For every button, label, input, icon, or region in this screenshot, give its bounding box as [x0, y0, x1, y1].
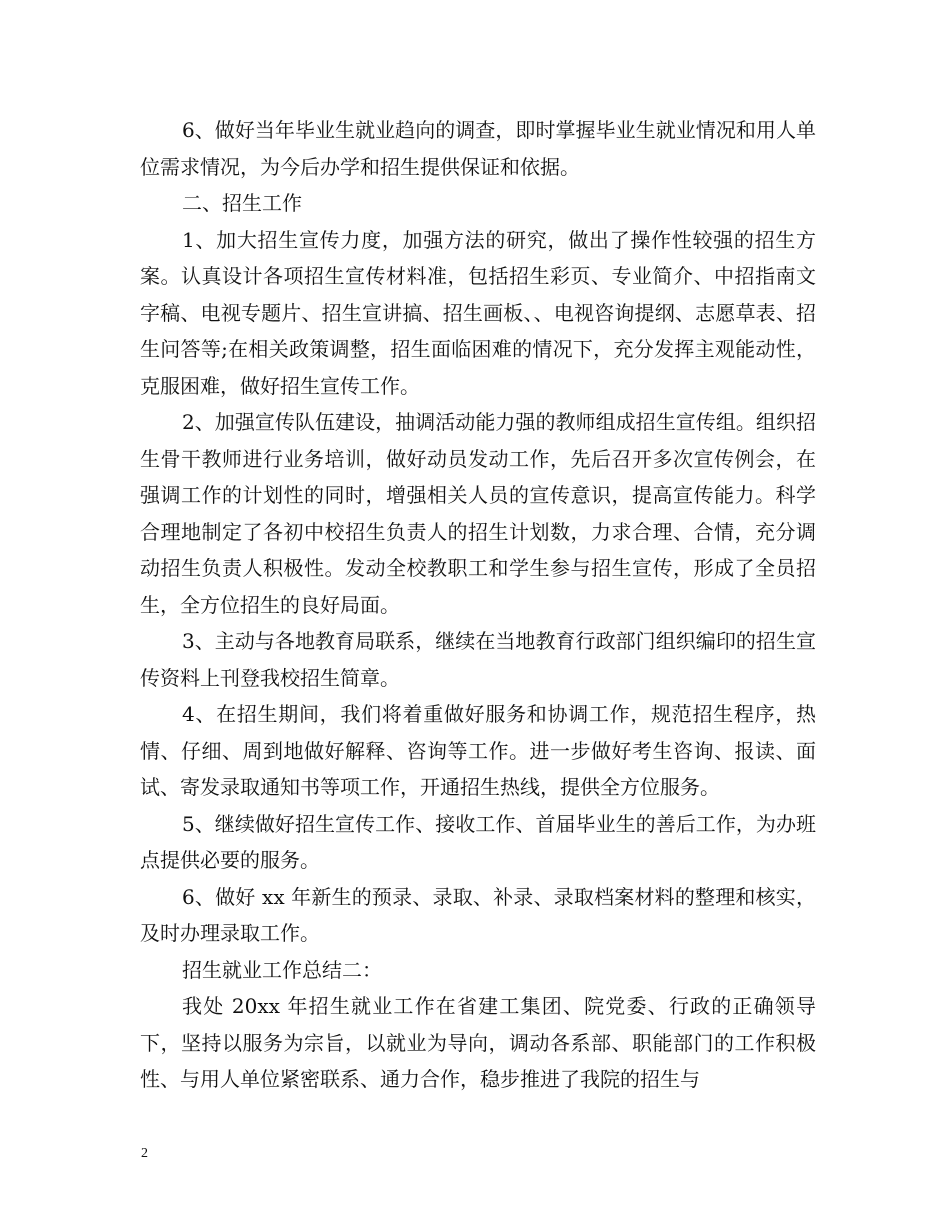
paragraph-education-bureau: 3、主动与各地教育局联系，继续在当地教育行政部门组织编印的招生宣传资料上刊登我校招生简章。	[140, 629, 816, 690]
paragraph-enrollment-service: 4、在招生期间，我们将着重做好服务和协调工作，规范招生程序，热情、仔细、周到地做好解释、咨询等工作。进一步做好考生咨询、报读、面试、寄发录取通知书等项工作，开通招生热线，提供全方位服务。	[140, 702, 816, 799]
document-body	[140, 112, 816, 1098]
paragraph-new-students: 6、做好 xx 年新生的预录、录取、补录、录取档案材料的整理和核实，及时办理录取工作。	[140, 884, 816, 945]
section-heading-enrollment: 二、招生工作	[182, 191, 302, 215]
paragraph-graduate-survey: 6、做好当年毕业生就业趋向的调查，即时掌握毕业生就业情况和用人单位需求情况，为今后办学和招生提供保证和依据。	[140, 118, 816, 179]
summary-two-heading: 招生就业工作总结二：	[182, 957, 382, 982]
page-number: 2	[141, 1146, 148, 1161]
paragraph-publicity-team: 2、加强宣传队伍建设，抽调活动能力强的教师组成招生宣传组。组织招生骨干教师进行业务培训，做好动员发动工作，先后召开多次宣传例会，在强调工作的计划性的同时，增强相关人员的宣传意识，提高宣传能力。科学合理地制定了各初中校招生负责人的招生计划数，力求合理、合情，充分调动招生负责人积极性。发动全校教职工和学生参与招生宣传，形成了全员招生，全方位招生的良好局面。	[140, 410, 816, 617]
paragraph-summary-intro: 我处 20xx 年招生就业工作在省建工集团、院党委、行政的正确领导下，坚持以服务为宗旨，以就业为导向，调动各系部、职能部门的工作积极性、与用人单位紧密联系、通力合作，稳步推进了我院的招生与	[140, 994, 816, 1091]
paragraph-continue-publicity: 5、继续做好招生宣传工作、接收工作、首届毕业生的善后工作，为办班点提供必要的服务。	[140, 811, 816, 872]
paragraph-enrollment-publicity: 1、加大招生宣传力度，加强方法的研究，做出了操作性较强的招生方案。认真设计各项招生宣传材料准，包括招生彩页、专业简介、中招指南文字稿、电视专题片、招生宣讲搞、招生画板、、电视咨询提纲、志愿草表、招生问答等;在相关政策调整，招生面临困难的情况下，充分发挥主观能动性，克服困难，做好招生宣传工作。	[140, 227, 816, 398]
